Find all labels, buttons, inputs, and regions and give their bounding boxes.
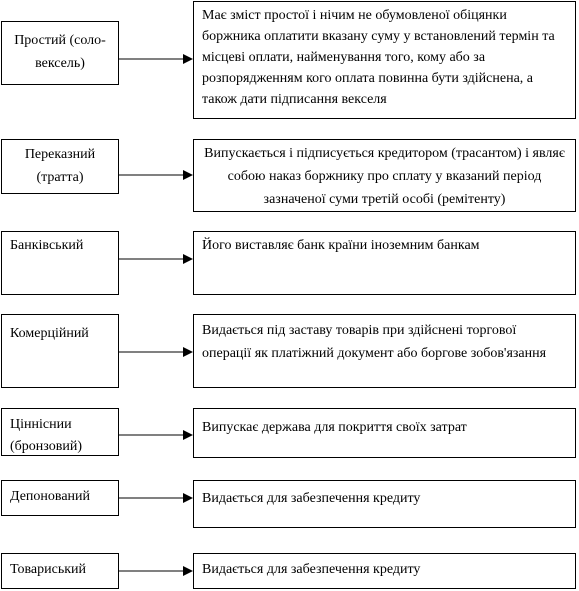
description-text: Випускає держава для покриття своїх затрат — [202, 420, 467, 435]
type-box-bank — [1, 231, 119, 295]
type-label: Комерційний — [10, 326, 89, 341]
arrow-icon — [119, 347, 193, 357]
type-label: Товариський — [10, 562, 87, 577]
description-box-friendly — [193, 553, 576, 589]
type-box-commercial — [1, 314, 119, 388]
arrow-icon — [119, 430, 193, 440]
description-box-bank — [193, 231, 576, 295]
arrow-icon — [119, 254, 193, 264]
arrow-icon — [119, 566, 193, 576]
description-text: Видається для забезпечення кредиту — [202, 562, 421, 577]
description-box-transfer — [193, 139, 576, 212]
description-text: Випускається і підписується кредитором (трасантом) і являє собою наказ боржнику про сплату у вказаний період зазначеної суми третій особі (ремітенту) — [204, 146, 565, 207]
type-label: Депонований — [10, 489, 91, 504]
type-box-simple — [1, 21, 119, 85]
type-box-transfer — [1, 139, 119, 194]
description-text: Видається під заставу товарів при здійснені торгової операції як платіжний документ або боргове зобов'язання — [202, 323, 547, 361]
type-label: Простий (соло-вексель) — [14, 33, 106, 71]
description-box-commercial — [193, 314, 576, 388]
type-box-friendly — [1, 553, 119, 589]
description-text: Видається для забезпечення кредиту — [202, 491, 421, 506]
type-box-deposited — [1, 480, 119, 516]
description-text: Його виставляє банк країни іноземним банкам — [202, 238, 480, 253]
description-text: Має зміст простої і нічим не обумовленої обіцянки боржника оплатити вказану суму у встановлений термін та місцеві оплати, найменування того, кому або за розпорядженням кого оплата повинна бути здійснена, а також дати підписання векселя — [202, 8, 555, 107]
description-box-deposited — [193, 480, 576, 528]
type-label: Цінніснии (бронзовий) — [10, 417, 82, 454]
type-label: Банківський — [10, 238, 84, 253]
type-label: Переказний (тратта) — [24, 147, 96, 185]
arrow-icon — [119, 170, 193, 180]
arrow-icon — [119, 493, 193, 503]
type-box-valuable — [1, 408, 119, 456]
description-box-simple — [193, 1, 576, 119]
arrow-icon — [119, 54, 193, 64]
description-box-valuable — [193, 408, 576, 458]
